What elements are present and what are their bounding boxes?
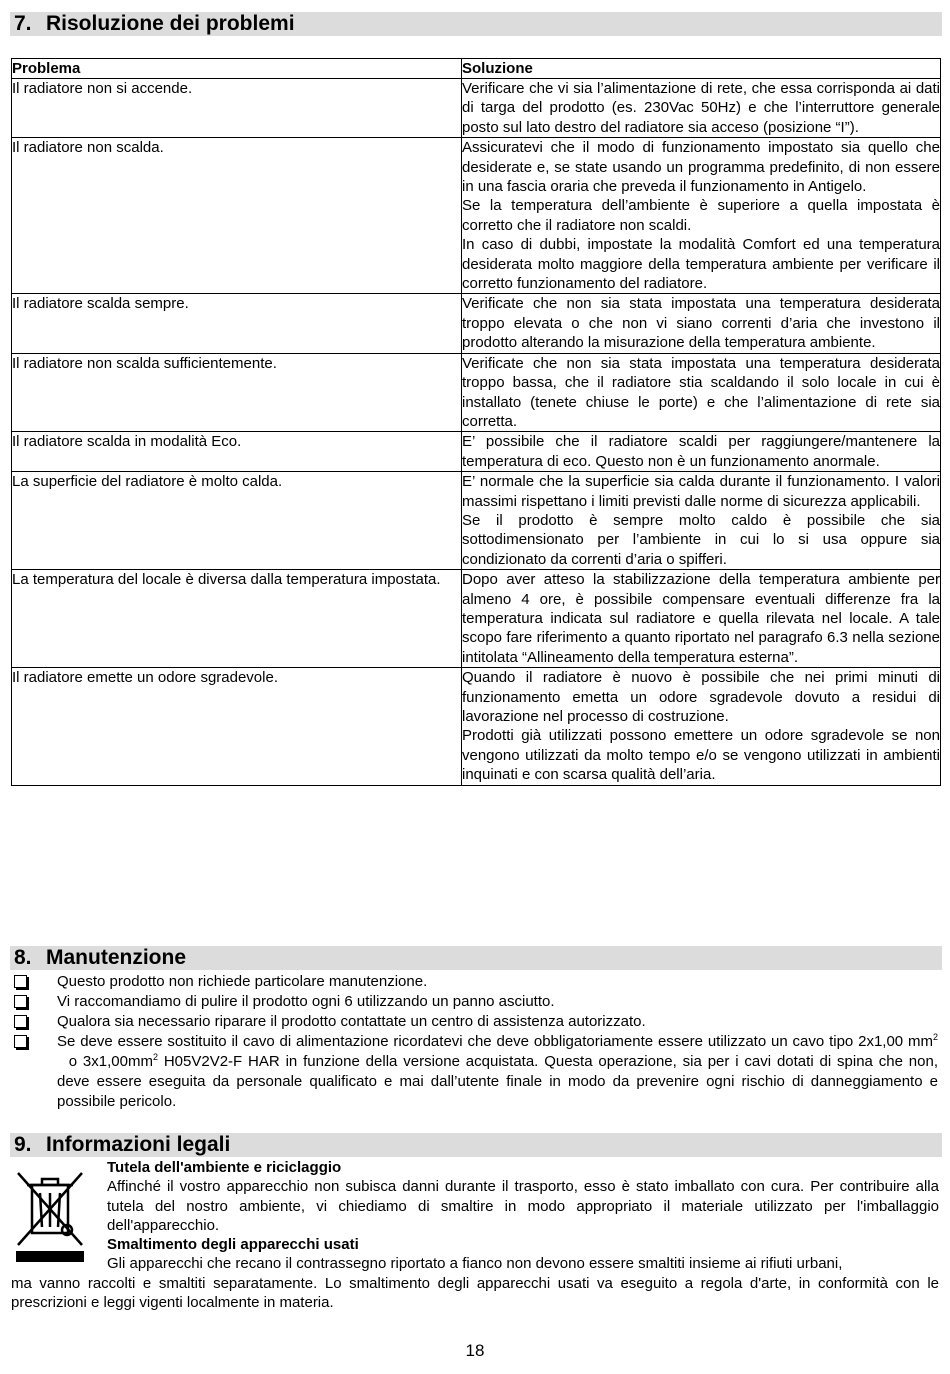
solution-paragraph: Dopo aver atteso la stabilizzazione della temperatura ambiente per almeno 4 ore, è possibile compensare eventuali differenze fra la temperatura indicata sul radiatore e quella rilevata nel locale. A tale scopo fare riferimento a quanto riportato nel paragrafo 6.3 nella sezione intitolata “Allineamento della temperatura esterna”.	[462, 571, 940, 666]
problem-cell: Il radiatore scalda sempre.	[12, 294, 462, 353]
header-solution: Soluzione	[462, 59, 941, 79]
table-row	[12, 668, 941, 785]
paragraph-disposal-2: ma vanno raccolti e smaltiti separatamente. Lo smaltimento degli apparecchi usati va eseguito a regola d'arte, in conformità con le prescrizioni e leggi vigenti localmente in materia.	[11, 1274, 939, 1312]
table-header-row	[12, 59, 941, 79]
list-item: Se deve essere sostituito il cavo di alimentazione ricordatevi che deve obbligatoriamente essere utilizzato un cavo tipo 2x1,00 $mm^2$ o $3x1,00mm^2$ H05V2V2-F HAR in funzione della versione acquistata. Questa operazione, sia per i cavi dotati di spina che non, deve essere eseguita da personale qualificato e mai dall’utente finale in modo da prevenire ogni rischio di danneggiamento e possibile pericolo.	[12, 1032, 938, 1112]
solution-paragraph: E’ possibile che il radiatore scaldi per raggiungere/mantenere la temperatura di eco. Questo non è un funzionamento anormale.	[462, 433, 940, 470]
list-item: Questo prodotto non richiede particolare manutenzione.	[12, 972, 938, 992]
header-problem: Problema	[12, 59, 462, 79]
table-row	[12, 294, 941, 353]
solution-cell	[462, 472, 941, 570]
solution-cell	[462, 79, 941, 138]
table-row	[12, 570, 941, 668]
solution-cell	[462, 668, 941, 785]
solution-paragraph: Quando il radiatore è nuovo è possibile che nei primi minuti di funzionamento emetta un odore sgradevole dovuto a residui di lavorazione nel processo di costruzione.	[462, 669, 940, 725]
problem-cell: La superficie del radiatore è molto calda.	[12, 472, 462, 570]
section-number: 9.	[14, 1133, 32, 1156]
checkbox-bullet-icon	[14, 1035, 27, 1048]
solution-cell	[462, 432, 941, 472]
paragraph-disposal-1: Gli apparecchi che recano il contrassegno riportato a fianco non devono essere smaltiti insieme ai rifiuti urbani,	[107, 1255, 843, 1273]
checkbox-bullet-icon	[14, 975, 27, 988]
solution-cell	[462, 138, 941, 294]
solution-paragraph: Verificate che non sia stata impostata una temperatura desiderata troppo bassa, che il radiatore stia scaldando il solo locale in cui è installato (tenete chiuse le porte) e che l’alimentazione di rete sia corretta.	[462, 354, 940, 430]
checkbox-bullet-icon	[14, 1015, 27, 1028]
solution-paragraph: Verificate che non sia stata impostata una temperatura desiderata troppo elevata o che non vi siano correnti d’aria che investono il prodotto alterando la misurazione della temperatura ambiente.	[462, 295, 940, 352]
problem-cell: Il radiatore non scalda.	[12, 138, 462, 294]
troubleshooting-table	[11, 58, 941, 786]
solution-paragraph: E’ normale che la superficie sia calda durante il funzionamento. I valori massimi rispettano i limiti previsti dalle norme di sicurezza applicabili.	[462, 473, 940, 510]
solution-cell	[462, 294, 941, 353]
problem-cell: Il radiatore non si accende.	[12, 79, 462, 138]
section-9-heading	[10, 1133, 942, 1157]
table-row	[12, 472, 941, 570]
section-title: Informazioni legali	[46, 1133, 231, 1156]
list-item: Vi raccomandiamo di pulire il prodotto ogni 6 utilizzando un panno asciutto.	[12, 992, 938, 1012]
page-number: 18	[465, 1341, 485, 1360]
section-title: Risoluzione dei problemi	[46, 12, 295, 35]
list-item: Qualora sia necessario riparare il prodotto contattate un centro di assistenza autorizzato.	[12, 1012, 938, 1032]
problem-cell: Il radiatore non scalda sufficientemente.	[12, 353, 462, 432]
checkbox-bullet-icon	[14, 995, 27, 1008]
section-title: Manutenzione	[46, 946, 186, 969]
solution-paragraph: Se il prodotto è sempre molto caldo è possibile che sia sottodimensionato per l’ambiente in cui lo si usa oppure sia condizionato da correnti d’aria o spifferi.	[462, 511, 940, 568]
section-7-heading	[10, 12, 942, 36]
paragraph-environment: Affinché il vostro apparecchio non subisca danni durante il trasporto, esso è stato imballato con cura. Per contribuire alla tutela del nostro ambiente, vi chiediamo di smaltire in modo appropriato il materiale utilizzato per l'imballaggio dell'apparecchio.	[107, 1178, 939, 1234]
subheading-environment: Tutela dell'ambiente e riciclaggio	[107, 1159, 342, 1176]
section-number: 7.	[14, 12, 32, 35]
table-row	[12, 432, 941, 472]
solution-cell	[462, 353, 941, 432]
section-8-heading	[10, 946, 942, 970]
problem-cell: Il radiatore scalda in modalità Eco.	[12, 432, 462, 472]
solution-paragraph: In caso di dubbi, impostate la modalità Comfort ed una temperatura desiderata molto maggiore della temperatura ambiente per verificare il corretto funzionamento del radiatore.	[462, 236, 940, 293]
table-row	[12, 79, 941, 138]
subheading-disposal: Smaltimento degli apparecchi usati	[107, 1236, 359, 1254]
solution-paragraph: Verificare che vi sia l’alimentazione di rete, che essa corrisponda ai dati di targa del prodotto (es. 230Vac 50Hz) e che l’interruttore generale posto sul lato destro del radiatore sia acceso (posizione “I”).	[462, 80, 940, 136]
problem-cell: Il radiatore emette un odore sgradevole.	[12, 668, 462, 785]
problem-cell: La temperatura del locale è diversa dalla temperatura impostata.	[12, 570, 462, 668]
legal-info	[11, 1158, 939, 1312]
solution-paragraph: Se la temperatura dell’ambiente è superiore a quella impostata è corretto che il radiatore non scaldi.	[462, 197, 940, 234]
solution-paragraph: Assicuratevi che il modo di funzionamento impostato sia quello che desiderate e, se state usando un programma predefinito, di non essere in una fascia oraria che preveda il funzionamento in Antigelo.	[462, 139, 940, 196]
solution-cell	[462, 570, 941, 668]
solution-paragraph: Prodotti già utilizzati possono emettere un odore sgradevole se non vengono utilizzati da molto tempo e/o se vengono utilizzati in ambienti inquinati e con scarsa qualità dell’aria.	[462, 727, 940, 784]
table-row	[12, 138, 941, 294]
maintenance-list	[12, 972, 938, 1112]
section-number: 8.	[14, 946, 32, 969]
table-row	[12, 353, 941, 432]
